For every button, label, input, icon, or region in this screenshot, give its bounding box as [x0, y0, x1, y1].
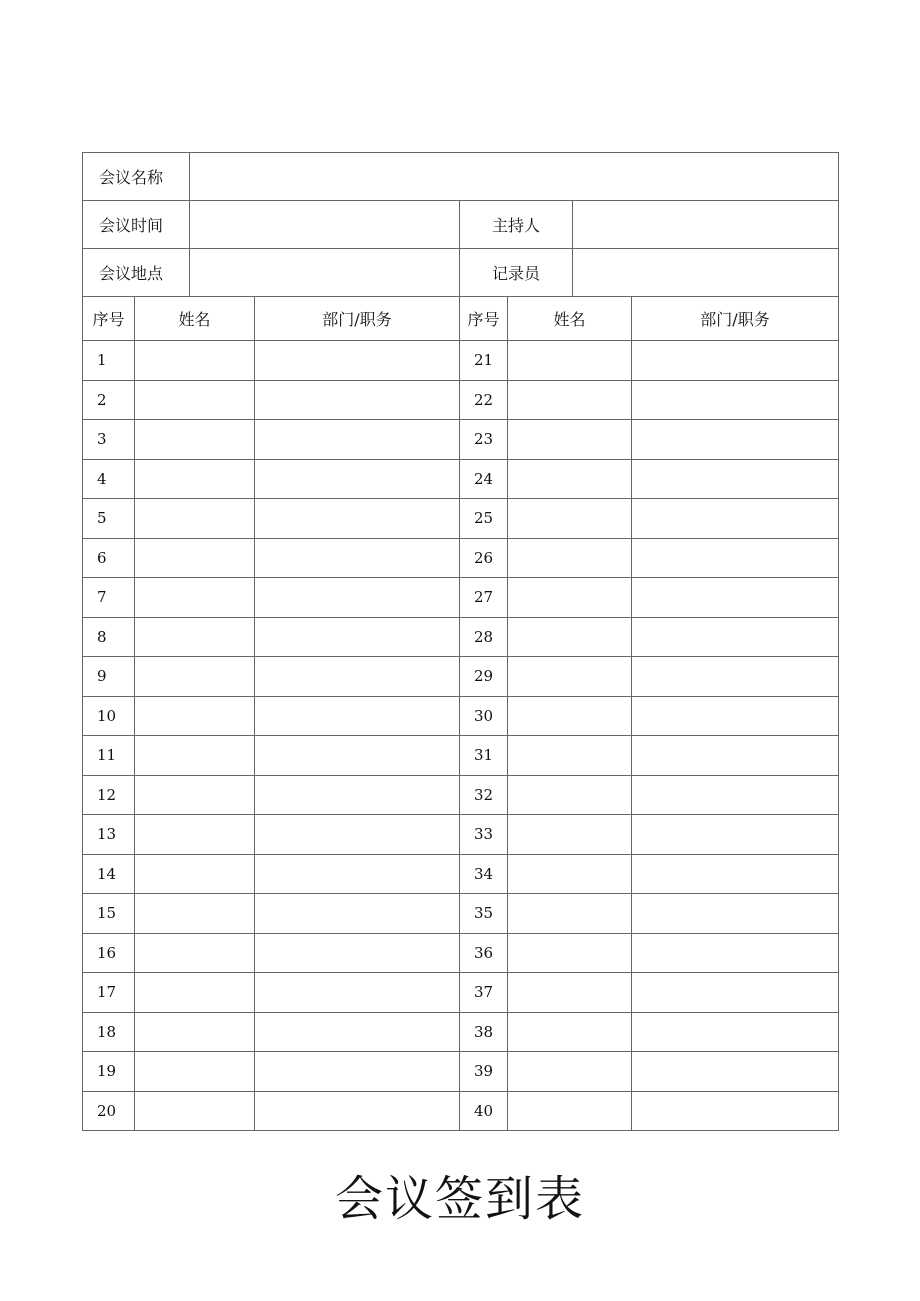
name-cell-left[interactable]	[135, 894, 255, 934]
name-cell-left[interactable]	[135, 341, 255, 381]
dept-cell-right[interactable]	[632, 420, 839, 460]
name-cell-left[interactable]	[135, 657, 255, 697]
name-cell-right[interactable]	[508, 617, 632, 657]
meeting-place-row	[83, 249, 839, 297]
table-row	[83, 617, 839, 657]
row-number-right: 33	[460, 815, 508, 855]
meeting-time-field[interactable]	[190, 201, 460, 249]
header-dept-left: 部门/职务	[255, 297, 460, 341]
dept-cell-left[interactable]	[255, 696, 460, 736]
name-cell-left[interactable]	[135, 775, 255, 815]
name-cell-right[interactable]	[508, 459, 632, 499]
dept-cell-left[interactable]	[255, 657, 460, 697]
dept-cell-left[interactable]	[255, 1052, 460, 1092]
table-row	[83, 1091, 839, 1131]
row-number-left: 17	[83, 973, 135, 1013]
row-number-right: 26	[460, 538, 508, 578]
dept-cell-right[interactable]	[632, 1091, 839, 1131]
table-row	[83, 499, 839, 539]
dept-cell-right[interactable]	[632, 341, 839, 381]
row-number-left: 6	[83, 538, 135, 578]
table-row	[83, 538, 839, 578]
dept-cell-right[interactable]	[632, 973, 839, 1013]
dept-cell-left[interactable]	[255, 420, 460, 460]
row-number-left: 2	[83, 380, 135, 420]
dept-cell-left[interactable]	[255, 578, 460, 618]
header-seq-right: 序号	[460, 297, 508, 341]
dept-cell-left[interactable]	[255, 499, 460, 539]
name-cell-left[interactable]	[135, 538, 255, 578]
row-number-right: 32	[460, 775, 508, 815]
name-cell-left[interactable]	[135, 617, 255, 657]
name-cell-left[interactable]	[135, 420, 255, 460]
dept-cell-left[interactable]	[255, 341, 460, 381]
dept-cell-right[interactable]	[632, 499, 839, 539]
header-seq-left: 序号	[83, 297, 135, 341]
table-row	[83, 1012, 839, 1052]
table-row	[83, 854, 839, 894]
row-number-right: 37	[460, 973, 508, 1013]
dept-cell-right[interactable]	[632, 380, 839, 420]
dept-cell-left[interactable]	[255, 815, 460, 855]
host-field[interactable]	[573, 201, 839, 249]
name-cell-left[interactable]	[135, 933, 255, 973]
table-row	[83, 1052, 839, 1092]
dept-cell-left[interactable]	[255, 1091, 460, 1131]
row-number-left: 4	[83, 459, 135, 499]
table-row	[83, 736, 839, 776]
name-cell-right[interactable]	[508, 775, 632, 815]
name-cell-right[interactable]	[508, 854, 632, 894]
row-number-left: 1	[83, 341, 135, 381]
row-number-left: 8	[83, 617, 135, 657]
dept-cell-right[interactable]	[632, 736, 839, 776]
table-row	[83, 775, 839, 815]
dept-cell-left[interactable]	[255, 736, 460, 776]
dept-cell-left[interactable]	[255, 775, 460, 815]
dept-cell-right[interactable]	[632, 578, 839, 618]
row-number-left: 12	[83, 775, 135, 815]
table-row	[83, 696, 839, 736]
name-cell-right[interactable]	[508, 815, 632, 855]
dept-cell-right[interactable]	[632, 854, 839, 894]
name-cell-right[interactable]	[508, 341, 632, 381]
name-cell-right[interactable]	[508, 499, 632, 539]
table-row	[83, 380, 839, 420]
page-title: 会议签到表	[334, 1171, 585, 1227]
table-row	[83, 341, 839, 381]
host-label: 主持人	[460, 201, 573, 249]
name-cell-right[interactable]	[508, 578, 632, 618]
dept-cell-left[interactable]	[255, 538, 460, 578]
name-cell-left[interactable]	[135, 736, 255, 776]
meeting-name-field[interactable]	[190, 153, 839, 201]
row-number-left: 19	[83, 1052, 135, 1092]
dept-cell-right[interactable]	[632, 657, 839, 697]
name-cell-left[interactable]	[135, 815, 255, 855]
row-number-left: 11	[83, 736, 135, 776]
name-cell-left[interactable]	[135, 1091, 255, 1131]
row-number-right: 24	[460, 459, 508, 499]
name-cell-right[interactable]	[508, 380, 632, 420]
header-name-left: 姓名	[135, 297, 255, 341]
dept-cell-left[interactable]	[255, 854, 460, 894]
name-cell-right[interactable]	[508, 736, 632, 776]
name-cell-right[interactable]	[508, 1052, 632, 1092]
row-number-left: 3	[83, 420, 135, 460]
dept-cell-right[interactable]	[632, 696, 839, 736]
name-cell-right[interactable]	[508, 1091, 632, 1131]
dept-cell-right[interactable]	[632, 538, 839, 578]
dept-cell-right[interactable]	[632, 894, 839, 934]
row-number-right: 39	[460, 1052, 508, 1092]
dept-cell-right[interactable]	[632, 815, 839, 855]
table-row	[83, 657, 839, 697]
row-number-right: 34	[460, 854, 508, 894]
name-cell-left[interactable]	[135, 578, 255, 618]
dept-cell-left[interactable]	[255, 973, 460, 1013]
meeting-time-row	[83, 201, 839, 249]
dept-cell-right[interactable]	[632, 775, 839, 815]
meeting-name-label: 会议名称	[83, 153, 190, 201]
dept-cell-right[interactable]	[632, 1052, 839, 1092]
row-number-left: 9	[83, 657, 135, 697]
row-number-right: 29	[460, 657, 508, 697]
name-cell-right[interactable]	[508, 1012, 632, 1052]
row-number-right: 27	[460, 578, 508, 618]
meeting-place-field[interactable]	[190, 249, 460, 297]
recorder-field[interactable]	[573, 249, 839, 297]
dept-cell-left[interactable]	[255, 617, 460, 657]
table-row	[83, 420, 839, 460]
dept-cell-left[interactable]	[255, 459, 460, 499]
row-number-right: 38	[460, 1012, 508, 1052]
dept-cell-left[interactable]	[255, 933, 460, 973]
table-row	[83, 973, 839, 1013]
recorder-label: 记录员	[460, 249, 573, 297]
name-cell-right[interactable]	[508, 657, 632, 697]
table-row	[83, 894, 839, 934]
dept-cell-left[interactable]	[255, 1012, 460, 1052]
name-cell-left[interactable]	[135, 459, 255, 499]
row-number-left: 16	[83, 933, 135, 973]
attendee-rows	[83, 341, 839, 1131]
dept-cell-right[interactable]	[632, 933, 839, 973]
name-cell-left[interactable]	[135, 696, 255, 736]
table-row	[83, 459, 839, 499]
dept-cell-right[interactable]	[632, 1012, 839, 1052]
name-cell-right[interactable]	[508, 538, 632, 578]
header-dept-right: 部门/职务	[632, 297, 839, 341]
row-number-right: 23	[460, 420, 508, 460]
row-number-right: 25	[460, 499, 508, 539]
row-number-right: 21	[460, 341, 508, 381]
name-cell-right[interactable]	[508, 420, 632, 460]
name-cell-right[interactable]	[508, 933, 632, 973]
row-number-left: 10	[83, 696, 135, 736]
sign-in-sheet	[82, 152, 838, 1131]
name-cell-left[interactable]	[135, 499, 255, 539]
name-cell-right[interactable]	[508, 696, 632, 736]
name-cell-left[interactable]	[135, 380, 255, 420]
meeting-time-label: 会议时间	[83, 201, 190, 249]
row-number-right: 40	[460, 1091, 508, 1131]
dept-cell-left[interactable]	[255, 894, 460, 934]
name-cell-right[interactable]	[508, 973, 632, 1013]
name-cell-right[interactable]	[508, 894, 632, 934]
table-row	[83, 815, 839, 855]
row-number-left: 15	[83, 894, 135, 934]
dept-cell-left[interactable]	[255, 380, 460, 420]
name-cell-left[interactable]	[135, 1012, 255, 1052]
row-number-right: 28	[460, 617, 508, 657]
table-row	[83, 578, 839, 618]
header-name-right: 姓名	[508, 297, 632, 341]
meeting-place-label: 会议地点	[83, 249, 190, 297]
row-number-right: 30	[460, 696, 508, 736]
meeting-info-table	[82, 152, 839, 297]
attendee-header-row	[83, 297, 839, 341]
row-number-right: 35	[460, 894, 508, 934]
row-number-right: 36	[460, 933, 508, 973]
dept-cell-right[interactable]	[632, 617, 839, 657]
row-number-left: 7	[83, 578, 135, 618]
meeting-name-row	[83, 153, 839, 201]
row-number-left: 20	[83, 1091, 135, 1131]
row-number-left: 13	[83, 815, 135, 855]
row-number-left: 18	[83, 1012, 135, 1052]
table-row	[83, 933, 839, 973]
dept-cell-right[interactable]	[632, 459, 839, 499]
row-number-right: 22	[460, 380, 508, 420]
name-cell-left[interactable]	[135, 973, 255, 1013]
attendee-table	[82, 296, 839, 1131]
row-number-right: 31	[460, 736, 508, 776]
row-number-left: 5	[83, 499, 135, 539]
name-cell-left[interactable]	[135, 1052, 255, 1092]
name-cell-left[interactable]	[135, 854, 255, 894]
row-number-left: 14	[83, 854, 135, 894]
